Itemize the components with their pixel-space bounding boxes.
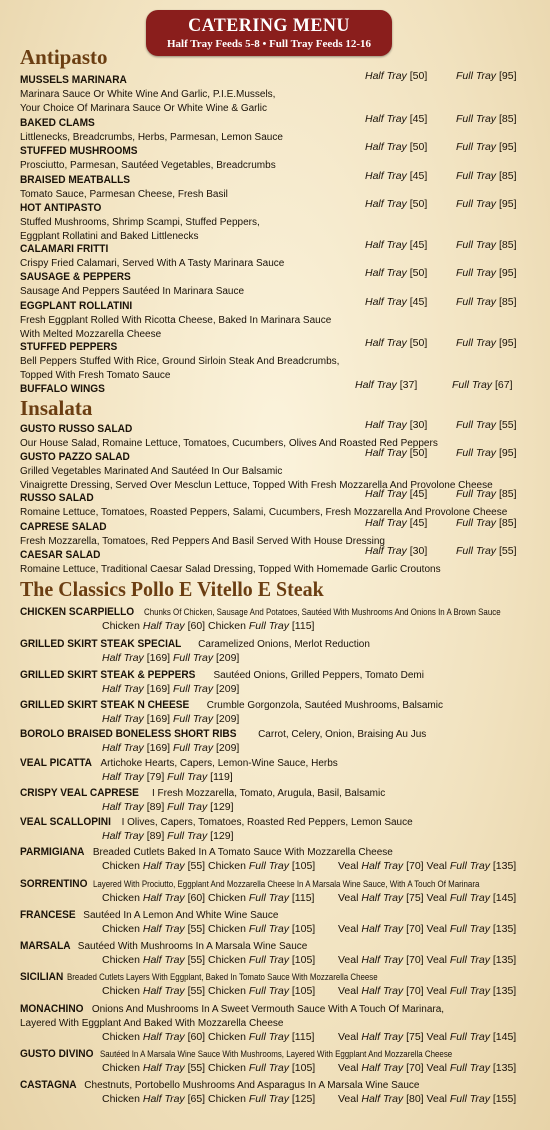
full-tray-price: Full Tray [55] [456,545,517,557]
classics-item-desc: Layered With Prociutto, Eggplant And Mozzarella Cheese In A Marsala Wine Sauce, With A Touch Of Marinara [93,879,480,889]
veal-half-price: Veal Half Tray [70] [338,985,427,997]
antipasto-item-desc: Crispy Fried Calamari, Served With A Tasty Marinara Sauce [20,258,285,269]
full-label: Full Tray [167,771,208,783]
half-tray-price: Half Tray [50] [365,70,428,82]
classics-item-desc: Breaded Cutlets Layers With Eggplant, Baked In Tomato Sauce With Mozzarella Cheese [67,972,378,982]
half-label: Half Tray [102,771,144,783]
insalata-item-desc: Grilled Vegetables Marinated And Sautéed In Our Balsamic [20,466,283,477]
classics-item-desc: Artichoke Hearts, Capers, Lemon-Wine Sauce, Herbs [98,758,338,769]
classics-item-name: GRILLED SKIRT STEAK SPECIAL [20,638,182,650]
full-label: Full Tray [248,923,289,935]
half-tray-price-label: Half Tray [365,419,407,431]
antipasto-item [20,70,525,115]
classics-item-name: SICILIAN [20,971,64,983]
full-label: Full Tray [173,683,214,695]
veal-half-price: Veal Half Tray [70] [338,860,427,872]
veal-full-price: Veal Full Tray [135] [426,923,517,935]
classics-item-name: GUSTO DIVINO [20,1048,94,1060]
classics-item-desc: Sautéed In A Marsala Wine Sauce With Mushrooms, Layered With Eggplant And Mozzarella Cheese [99,1049,453,1059]
antipasto-item-name: HOT ANTIPASTO [20,202,102,214]
full-label: Full Tray [248,860,289,872]
insalata-item-name: GUSTO PAZZO SALAD [20,451,130,463]
half-label: Half Tray [102,830,144,842]
classics-item [20,967,525,998]
full-tray-price: Full Tray [85] [456,296,517,308]
insalata-item [20,545,525,577]
half-tray-price: Half Tray [45] [365,239,428,251]
half-tray-price: Half Tray [89] [102,801,168,813]
full-label: Full Tray [248,1062,289,1074]
veal-prices [338,954,516,967]
half-tray-price: Half Tray [45] [365,488,428,500]
chicken-full-price: Chicken Full Tray [105] [208,923,316,935]
full-tray-price: Full Tray [95] [456,70,517,82]
chicken-half-price: Chicken Half Tray [55] [102,985,209,997]
half-tray-price: Half Tray [50] [365,267,428,279]
veal-prices [338,1062,516,1075]
full-label: Full Tray [449,1030,490,1043]
half-tray-price: Half Tray [169] [102,713,174,725]
veal-prices [338,1093,516,1106]
classics-item-name: BOROLO BRAISED BONELESS SHORT RIBS [20,728,237,740]
antipasto-item-desc: With Melted Mozzarella Cheese [20,328,162,340]
half-tray-price-label: Half Tray [365,170,407,182]
half-tray-price-label: Half Tray [365,113,407,125]
insalata-item-desc: Romaine Lettuce, Tomatoes, Roasted Peppers, Salami, Cucumbers, Fresh Mozzarella And Provolone Cheese [20,507,508,518]
insalata-item-desc: Vinaigrette Dressing, Served Over Mesclun Lettuce, Topped With Fresh Mozzarella And Provolone Cheese [20,479,493,491]
chicken-half-price: Chicken Half Tray [55] [102,860,209,872]
antipasto-item-desc: Prosciutto, Parmesan, Sautéed Vegetables, Breadcrumbs [20,160,276,171]
full-label: Full Tray [449,1093,490,1105]
classics-item [20,753,525,784]
veal-full-price: Veal Full Tray [135] [426,954,517,966]
half-label: Half Tray [361,1030,404,1043]
full-label: Full Tray [449,923,490,935]
full-tray-price-label: Full Tray [456,447,497,459]
full-tray-price: Full Tray [85] [456,170,517,182]
half-label: Half Tray [102,713,144,725]
classics-item-desc: I Fresh Mozzarella, Tomato, Arugula, Basil, Balsamic [149,788,386,799]
classics-item-name: CASTAGNA [20,1079,77,1091]
classics-item-line [20,783,525,801]
half-tray-price: Half Tray [45] [365,517,428,529]
full-tray-price: Full Tray [95] [456,198,517,210]
classics-item-line [20,999,525,1017]
chicken-full-price: Chicken Full Tray [125] [208,1093,316,1105]
half-tray-price-label: Half Tray [365,141,407,153]
classics-item [20,634,525,665]
classics-item [20,783,525,814]
classics-item [20,724,525,755]
full-tray-price: Full Tray [95] [456,447,517,459]
classics-item-name: FRANCESE [20,909,76,921]
insalata-item-name: CAPRESE SALAD [20,521,107,533]
veal-full-price: Veal Full Tray [155] [426,1093,517,1105]
insalata-item [20,488,525,520]
classics-item-line [20,724,525,742]
classics-item-name: VEAL SCALLOPINI [20,816,111,828]
classics-item-desc: Chunks Of Chicken, Sausage And Potatoes, Sautéed With Mushrooms And Onions In A Brown Sauce [144,607,501,617]
antipasto-item-name: EGGPLANT ROLLATINI [20,300,133,312]
full-tray-price: Full Tray [119] [167,771,233,783]
classics-item-line [20,842,525,860]
classics-item-desc: Sautéed With Mushrooms In A Marsala Wine Sauce [75,941,308,952]
classics-item-desc: I Olives, Capers, Tomatoes, Roasted Red Peppers, Lemon Sauce [118,817,413,828]
menu-subtitle: Half Tray Feeds 5-8 • Full Tray Feeds 12-16 [166,38,372,50]
full-tray-price: Full Tray [85] [456,239,517,251]
classics-item [20,665,525,696]
half-tray-price-label: Half Tray [365,70,407,82]
half-label: Half Tray [142,954,185,966]
classics-item-line [20,634,525,652]
classics-prices [102,985,550,998]
full-label: Full Tray [449,892,490,904]
classics-prices [102,1093,550,1106]
section-title-antipasto: Antipasto [20,45,108,69]
insalata-item [20,419,525,451]
full-tray-price: Full Tray [85] [456,488,517,500]
half-label: Half Tray [142,1030,185,1043]
insalata-item-desc: Our House Salad, Romaine Lettuce, Tomatoes, Cucumbers, Olives And Roasted Red Peppers [20,438,438,449]
full-tray-price: Full Tray [209] [173,652,240,664]
half-label: Half Tray [102,801,144,813]
chicken-full-price: Chicken Full Tray [115] [208,892,315,904]
half-label: Half Tray [102,652,144,664]
antipasto-item [20,296,525,341]
full-tray-price-label: Full Tray [456,170,497,182]
antipasto-item-desc: Littlenecks, Breadcrumbs, Herbs, Parmesan, Lemon Sauce [20,132,283,143]
veal-half-price: Veal Half Tray [70] [338,954,427,966]
veal-full-price: Veal Full Tray [135] [426,1062,517,1074]
insalata-item-desc: Romaine Lettuce, Traditional Caesar Salad Dressing, Topped With Homemade Garlic Croutons [20,564,441,575]
classics-item-name: GRILLED SKIRT STEAK N CHEESE [20,699,190,711]
full-label: Full Tray [173,652,214,664]
classics-item [20,1075,525,1106]
classics-item [20,936,525,967]
half-tray-price: Half Tray [50] [365,337,428,349]
full-tray-price-label: Full Tray [456,113,497,125]
antipasto-item-name: BAKED CLAMS [20,117,95,129]
antipasto-item-name: MUSSELS MARINARA [20,74,127,86]
half-tray-price-label: Half Tray [365,337,407,349]
half-tray-price-label: Half Tray [365,517,407,529]
classics-item-name: PARMIGIANA [20,846,85,858]
full-label: Full Tray [173,713,214,725]
full-tray-price-label: Full Tray [456,239,497,251]
classics-item-line [20,812,525,830]
chicken-full-price: Chicken Full Tray [115] [208,620,315,632]
full-label: Full Tray [449,954,490,966]
half-tray-price-label: Half Tray [365,267,407,279]
half-tray-price: Half Tray [169] [102,652,174,664]
antipasto-item-name: BRAISED MEATBALLS [20,174,131,186]
classics-item [20,812,525,843]
veal-prices [338,860,516,873]
classics-item [20,874,525,905]
veal-prices [338,892,516,905]
insalata-item-name: RUSSO SALAD [20,492,94,504]
classics-item-line [20,695,525,713]
full-label: Full Tray [248,1093,289,1105]
classics-item-line [20,936,525,954]
half-tray-price-label: Half Tray [365,447,407,459]
full-label: Full Tray [167,801,208,813]
antipasto-item-name: STUFFED MUSHROOMS [20,145,138,157]
classics-item-line [20,753,525,771]
classics-item-name: MONACHINO [20,1003,84,1015]
full-tray-price-label: Full Tray [456,198,497,210]
antipasto-item-name: SAUSAGE & PEPPERS [20,271,131,283]
half-label: Half Tray [361,1062,404,1074]
menu-title: CATERING MENU [188,15,350,36]
veal-full-price: Veal Full Tray [135] [426,985,517,997]
classics-prices [102,860,550,873]
veal-prices [338,1031,516,1044]
antipasto-item [20,379,525,397]
chicken-half-price: Chicken Half Tray [60] [102,892,209,904]
insalata-item-name: GUSTO RUSSO SALAD [20,423,133,435]
half-tray-price-label: Half Tray [365,488,407,500]
classics-prices [102,620,550,633]
full-tray-price-label: Full Tray [456,545,497,557]
classics-item-line [20,874,525,892]
classics-item-desc: Caramelized Onions, Merlot Reduction [195,639,370,650]
half-label: Half Tray [361,923,404,935]
full-label: Full Tray [248,620,289,632]
antipasto-item-desc: Fresh Eggplant Rolled With Ricotta Cheese, Baked In Marinara Sauce [20,315,332,326]
half-tray-price: Half Tray [37] [355,379,418,391]
antipasto-item-desc: Eggplant Rollatini and Baked Littlenecks [20,230,199,242]
half-label: Half Tray [361,892,404,904]
classics-item [20,842,525,873]
classics-item-line [20,967,525,985]
full-label: Full Tray [449,860,490,872]
classics-prices [102,652,550,665]
veal-full-price: Veal Full Tray [135] [426,860,517,872]
half-tray-price: Half Tray [30] [365,419,428,431]
veal-prices [338,923,516,936]
half-tray-price-label: Half Tray [365,239,407,251]
full-label: Full Tray [173,742,214,754]
chicken-half-price: Chicken Half Tray [60] [102,1030,209,1043]
classics-item [20,905,525,936]
classics-item [20,695,525,726]
classics-item-desc: Breaded Cutlets Baked In A Tomato Sauce With Mozzarella Cheese [90,847,393,858]
classics-item-desc: Chestnuts, Portobello Mushrooms And Asparagus In A Marsala Wine Sauce [81,1080,420,1091]
half-label: Half Tray [142,860,185,872]
classics-item [20,602,525,633]
full-tray-price-label: Full Tray [456,337,497,349]
half-tray-price: Half Tray [169] [102,683,174,695]
half-tray-price: Half Tray [45] [365,113,428,125]
half-tray-price: Half Tray [30] [365,545,428,557]
classics-prices [102,954,550,967]
half-tray-price: Half Tray [50] [365,141,428,153]
full-tray-price: Full Tray [95] [456,267,517,279]
full-tray-price: Full Tray [95] [456,337,517,349]
half-label: Half Tray [102,683,144,695]
half-label: Half Tray [361,1093,404,1105]
chicken-half-price: Chicken Half Tray [65] [102,1093,209,1105]
antipasto-item-name: STUFFED PEPPERS [20,341,118,353]
antipasto-item [20,198,525,243]
antipasto-item [20,337,525,382]
veal-half-price: Veal Half Tray [70] [338,1062,427,1074]
full-tray-price-label: Full Tray [456,296,497,308]
insalata-item [20,517,525,549]
classics-item-desc: Carrot, Celery, Onion, Braising Au Jus [255,729,427,740]
chicken-full-price: Chicken Full Tray [105] [208,860,316,872]
full-tray-price: Full Tray [85] [456,113,517,125]
antipasto-item [20,267,525,299]
classics-item-line [20,1075,525,1093]
classics-prices [102,1031,550,1044]
full-tray-price: Full Tray [67] [452,379,513,391]
full-tray-price: Full Tray [129] [167,830,234,842]
antipasto-item-desc: Bell Peppers Stuffed With Rice, Ground Sirloin Steak And Breadcrumbs, [20,356,340,367]
half-label: Half Tray [361,860,404,872]
half-tray-price-label: Half Tray [365,296,407,308]
half-tray-price: Half Tray [45] [365,296,428,308]
classics-item-desc: Onions And Mushrooms In A Sweet Vermouth Sauce With A Touch Of Marinara, [89,1004,445,1015]
full-tray-price-label: Full Tray [452,379,493,391]
full-tray-price: Full Tray [209] [173,713,240,725]
chicken-full-price: Chicken Full Tray [115] [208,1030,315,1043]
half-tray-price: Half Tray [50] [365,447,428,459]
full-tray-price: Full Tray [209] [173,683,240,695]
chicken-half-price: Chicken Half Tray [60] [102,620,209,632]
half-label: Half Tray [142,1093,185,1105]
classics-item-name: VEAL PICATTA [20,757,92,769]
full-tray-price-label: Full Tray [456,267,497,279]
veal-half-price: Veal Half Tray [75] [338,892,427,904]
half-label: Half Tray [142,620,185,632]
half-label: Half Tray [102,742,144,754]
half-label: Half Tray [142,923,185,935]
antipasto-item-desc: Your Choice Of Marinara Sauce Or White Wine & Garlic [20,102,267,114]
classics-item-desc: Sautéed In A Lemon And White Wine Sauce [80,910,279,921]
half-tray-price: Half Tray [79] [102,771,168,783]
insalata-item [20,447,525,492]
full-label: Full Tray [449,985,490,997]
half-tray-price-label: Half Tray [365,545,407,557]
veal-prices [338,985,516,998]
full-tray-price: Full Tray [85] [456,517,517,529]
antipasto-item-desc: Stuffed Mushrooms, Shrimp Scampi, Stuffed Peppers, [20,217,260,228]
half-tray-price: Half Tray [50] [365,198,428,210]
antipasto-item-name: BUFFALO WINGS [20,383,105,395]
half-label: Half Tray [361,954,404,966]
antipasto-item-desc: Tomato Sauce, Parmesan Cheese, Fresh Basil [20,189,228,200]
insalata-item-name: CAESAR SALAD [20,549,101,561]
half-tray-price-label: Half Tray [365,198,407,210]
full-tray-price: Full Tray [55] [456,419,517,431]
antipasto-item [20,170,525,202]
half-tray-price: Half Tray [45] [365,170,428,182]
full-tray-price-label: Full Tray [456,419,497,431]
full-label: Full Tray [248,954,289,966]
full-label: Full Tray [248,892,289,904]
full-label: Full Tray [248,985,289,997]
veal-half-price: Veal Half Tray [70] [338,923,427,935]
chicken-full-price: Chicken Full Tray [105] [208,954,316,966]
antipasto-item [20,113,525,145]
full-tray-price: Full Tray [129] [167,801,234,813]
antipasto-item-desc: Topped With Fresh Tomato Sauce [20,369,171,381]
chicken-full-price: Chicken Full Tray [105] [208,985,316,997]
veal-half-price: Veal Half Tray [75] [338,1030,427,1043]
classics-item-name: CHICKEN SCARPIELLO [20,606,135,618]
classics-item-line [20,665,525,683]
full-label: Full Tray [248,1030,289,1043]
chicken-full-price: Chicken Full Tray [105] [208,1062,316,1074]
antipasto-item [20,141,525,173]
half-label: Half Tray [361,985,404,997]
section-title-classics: The Classics Pollo E Vitello E Steak [20,577,324,601]
half-label: Half Tray [142,985,185,997]
antipasto-item-name: CALAMARI FRITTI [20,243,109,255]
classics-item-desc: Crumble Gorgonzola, Sautéed Mushrooms, Balsamic [203,700,443,711]
half-label: Half Tray [142,892,185,904]
antipasto-item-desc: Sausage And Peppers Sautéed In Marinara Sauce [20,286,245,297]
classics-prices [102,892,550,905]
classics-item-desc: Layered With Eggplant And Baked With Mozzarella Cheese [20,1018,284,1029]
full-tray-price: Full Tray [209] [173,742,240,754]
chicken-half-price: Chicken Half Tray [55] [102,923,209,935]
half-tray-price-label: Half Tray [355,379,397,391]
classics-item-name: MARSALA [20,940,71,952]
classics-item-name: SORRENTINO [20,878,88,890]
antipasto-item-desc: Marinara Sauce Or White Wine And Garlic, P.I.E.Mussels, [20,89,276,100]
full-tray-price-label: Full Tray [456,141,497,153]
chicken-half-price: Chicken Half Tray [55] [102,1062,209,1074]
full-label: Full Tray [449,1062,490,1074]
veal-full-price: Veal Full Tray [145] [426,1030,517,1043]
classics-item-line [20,602,525,620]
veal-full-price: Veal Full Tray [145] [426,892,517,904]
full-tray-price: Full Tray [95] [456,141,517,153]
half-label: Half Tray [142,1062,185,1074]
full-tray-price-label: Full Tray [456,70,497,82]
classics-item-name: GRILLED SKIRT STEAK & PEPPERS [20,669,196,681]
classics-prices [102,923,550,936]
section-title-insalata: Insalata [20,396,93,420]
classics-item [20,1044,525,1075]
full-tray-price-label: Full Tray [456,488,497,500]
classics-item-desc: Sautéed Onions, Grilled Peppers, Tomato Demi [210,670,424,681]
antipasto-item [20,239,525,271]
full-tray-price-label: Full Tray [456,517,497,529]
half-tray-price: Half Tray [89] [102,830,168,842]
classics-item-name: CRISPY VEAL CAPRESE [20,787,139,799]
veal-half-price: Veal Half Tray [80] [338,1093,427,1105]
classics-item-line [20,905,525,923]
half-tray-price: Half Tray [169] [102,742,174,754]
full-label: Full Tray [167,830,208,842]
classics-item [20,999,525,1044]
catering-menu-banner [146,10,392,56]
insalata-item-desc: Fresh Mozzarella, Tomatoes, Red Peppers And Basil Served With House Dressing [20,536,385,547]
classics-prices [102,1062,550,1075]
chicken-half-price: Chicken Half Tray [55] [102,954,209,966]
classics-item-line [20,1044,525,1062]
